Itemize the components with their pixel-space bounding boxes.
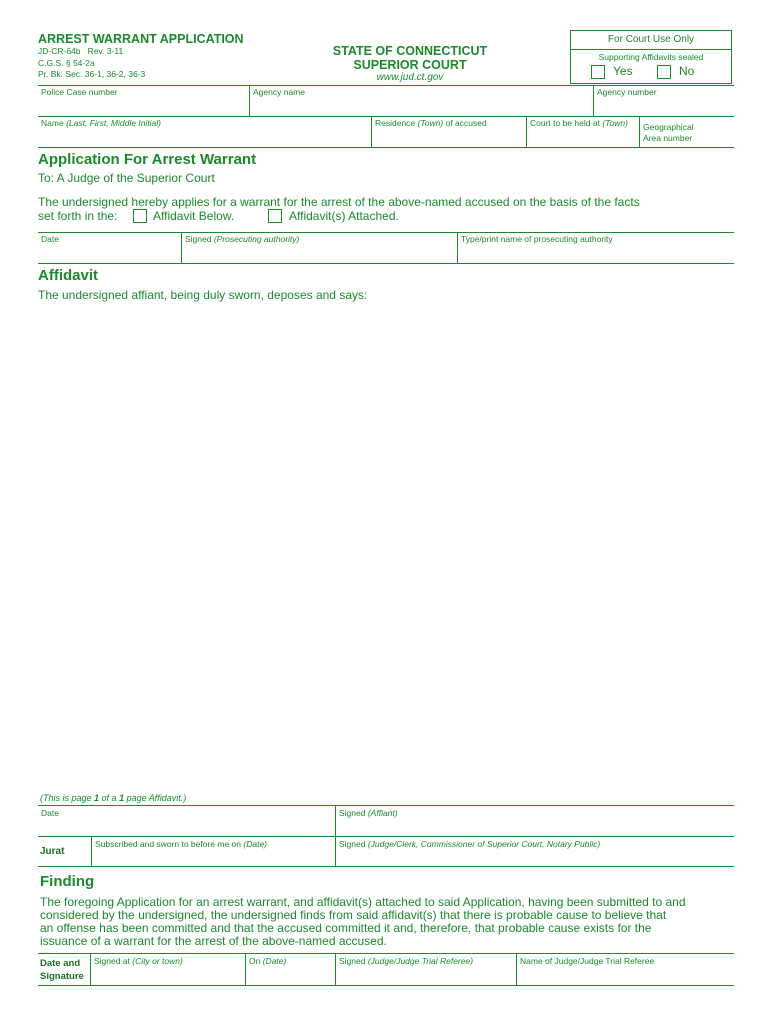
court-held-field[interactable] [529,128,636,146]
police-case-field[interactable] [40,97,246,115]
geo-area-label: Geographical Area number [643,122,694,143]
affiant-signature-field[interactable] [338,818,732,835]
subscribed-label: Subscribed and sworn to before me on (Date) [95,839,268,849]
accused-name-field[interactable] [40,128,368,146]
judge-signature-field[interactable] [338,966,513,984]
prosecutor-signed-label: Signed (Prosecuting authority) [185,234,300,244]
on-date-label: On (Date) [249,956,287,966]
affiant-signed-label: Signed (Affiant) [339,808,398,818]
jurat-label: Jurat [40,846,65,857]
sealed-yes-label: Yes [613,64,633,78]
sealed-no-checkbox[interactable] [657,65,671,79]
application-date-label: Date [41,234,59,244]
form-id: JD-CR-64b [38,46,81,56]
finding-line3: an offense has been committed and that the accused committed it and, therefore, that probable cause exists for the [40,921,652,935]
sealed-label: Supporting Affidavits sealed [598,52,704,62]
affidavit-attached-label: Affidavit(s) Attached. [289,209,399,223]
application-text-line1: The undersigned hereby applies for a warrant for the arrest of the above-named accused on the basis of the facts [38,195,640,209]
form-id-line [38,46,123,57]
judge-name-label: Name of Judge/Judge Trial Referee [520,956,655,966]
practice-book: Pr. Bk. Sec. 36-1, 36-2, 36-3 [38,69,146,79]
application-text-line2: set forth in the: [38,209,118,223]
finding-line4: issuance of a warrant for the arrest of the above-named accused. [40,934,387,948]
sealed-yes-checkbox[interactable] [591,65,605,79]
signed-at-field[interactable] [93,966,242,984]
court-held-label: Court to be held at (Town) [530,118,628,128]
jurat-signed-label: Signed (Judge/Clerk, Commissioner of Superior Court, Notary Public) [339,839,601,849]
affidavit-below-checkbox[interactable] [133,209,147,223]
on-date-field[interactable] [248,966,332,984]
finding-line1: The foregoing Application for an arrest warrant, and affidavit(s) attached to said Application, having been submitted to and [40,895,686,909]
state-name: STATE OF CONNECTICUT [332,44,488,58]
application-to: To: A Judge of the Superior Court [38,171,215,185]
police-case-label: Police Case number [41,87,118,97]
agency-number-label: Agency number [597,87,657,97]
signed-at-label: Signed at (City or town) [94,956,183,966]
prosecutor-name-field[interactable] [460,244,732,262]
court-name: SUPERIOR COURT [353,58,467,72]
statute: C.G.S. § 54-2a [38,58,95,68]
date-signature-label: Date and Signature [40,958,84,982]
judge-name-field[interactable] [519,966,732,984]
court-heading [320,44,500,72]
affidavit-heading: Affidavit [38,267,98,284]
name-label: Name (Last, First, Middle Initial) [41,118,162,128]
website: www.jud.ct.gov [376,72,444,83]
application-date-field[interactable] [40,244,178,262]
affidavit-below-label: Affidavit Below. [153,209,235,223]
affidavit-intro: The undersigned affiant, being duly sworn, deposes and says: [38,288,368,302]
residence-label: Residence (Town) of accused [375,118,487,128]
form-rev: Rev. 3-11 [87,46,124,56]
court-use-title: For Court Use Only [607,34,695,45]
affiant-date-field[interactable] [40,818,332,835]
prosecutor-name-label: Type/print name of prosecuting authority [461,234,613,244]
agency-name-label: Agency name [253,87,305,97]
affidavit-page-note: (This is page 1 of a 1 page Affidavit.) [40,793,187,803]
affidavit-attached-checkbox[interactable] [268,209,282,223]
affiant-date-label: Date [41,808,59,818]
affidavit-text-area[interactable] [38,305,734,790]
residence-field[interactable] [374,128,523,146]
form-title: ARREST WARRANT APPLICATION [38,32,244,46]
agency-number-field[interactable] [596,97,732,115]
subscribed-date-field[interactable] [94,849,332,865]
prosecutor-signature-field[interactable] [184,244,454,262]
jurat-signature-field[interactable] [338,849,732,865]
sealed-no-label: No [679,64,695,78]
finding-line2: considered by the undersigned, the undersigned finds from said affidavit(s) that there is probable cause to believe that [40,908,667,922]
judge-signed-label: Signed (Judge/Judge Trial Referee) [339,956,474,966]
application-heading: Application For Arrest Warrant [38,151,257,168]
finding-heading: Finding [40,873,95,890]
agency-name-field[interactable] [252,97,590,115]
